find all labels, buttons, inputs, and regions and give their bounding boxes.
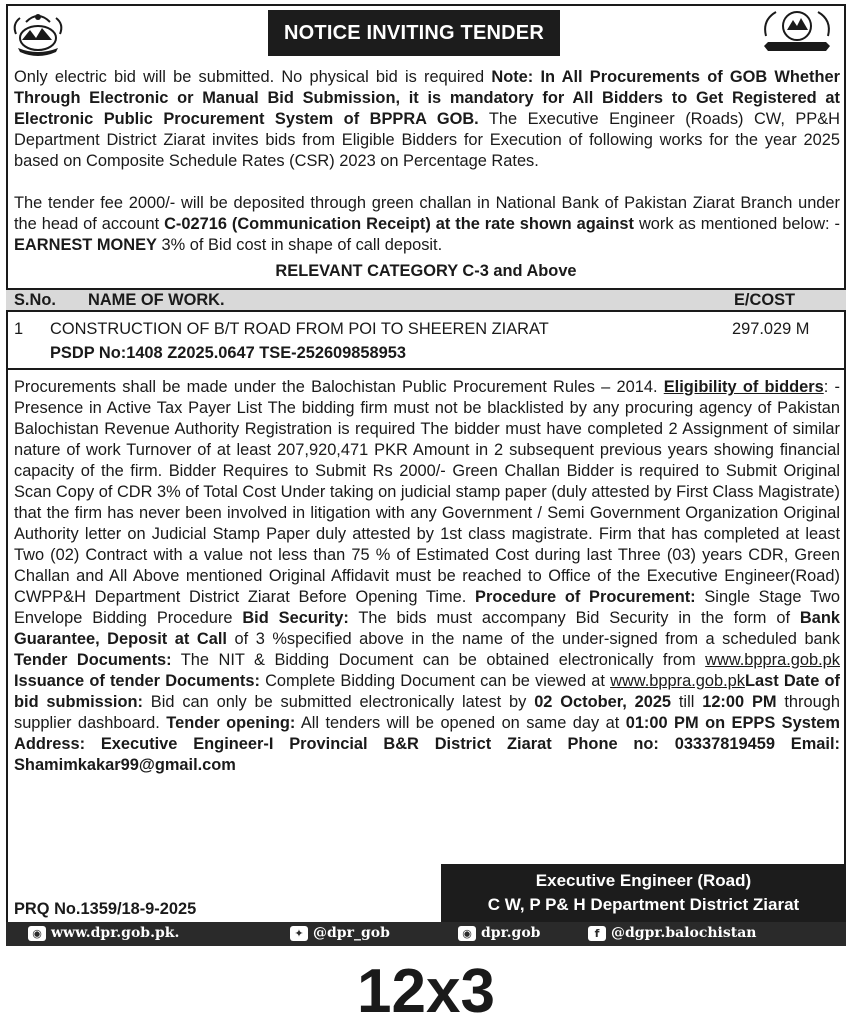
body-text: till	[671, 693, 703, 711]
row-psdp: PSDP No:1408 Z2025.0647 TSE-252609858953	[50, 344, 406, 362]
tender-opening-heading: Tender opening:	[166, 714, 296, 732]
facebook-handle: @dgpr.balochistan	[611, 925, 757, 941]
website-item[interactable]	[28, 925, 179, 941]
table-header	[6, 288, 846, 312]
row-work-name: CONSTRUCTION OF B/T ROAD FROM POI TO SHEEREN ZIARAT	[50, 320, 549, 338]
ad-size-label: 12x3	[357, 957, 495, 1026]
header-estimated-cost: E/COST	[734, 291, 796, 309]
body-text: through supplier dashboard.	[14, 693, 840, 732]
submission-time: 12:00 PM	[702, 693, 777, 711]
earnest-money-label: EARNEST MONEY	[14, 236, 157, 254]
notice-title: NOTICE INVITING TENDER	[268, 10, 560, 56]
body-text: All tenders will be opened on same day at	[295, 714, 626, 732]
tender-fee-paragraph	[14, 193, 840, 256]
body-text: Complete Bidding Document can be viewed at	[259, 672, 611, 690]
registration-note: Note: In All Procurements of GOB Whether Through Electronic or Manual Bid Submission, it is mandatory for All Bidders to Get Registered at Electronic Public Procurement System of BPPRA GOB.	[14, 68, 840, 128]
facebook-icon: f	[588, 926, 606, 941]
eligibility-heading: Eligibility of bidders	[663, 378, 824, 396]
body-text: The NIT & Bidding Document can be obtained electronically from	[171, 651, 706, 669]
header-name-of-work: NAME OF WORK.	[88, 291, 225, 309]
fee-text: work as mentioned below: -	[634, 215, 840, 233]
body-text: The bids must accompany Bid Security in the form of	[348, 609, 800, 627]
body-text: Procurements shall be made under the Balochistan Public Procurement Rules – 2014.	[14, 378, 664, 396]
bank-guarantee-text: Bank Guarantee, Deposit at Call	[14, 609, 840, 648]
instagram-item[interactable]	[458, 925, 540, 941]
signatory-title: Executive Engineer (Road)	[535, 871, 752, 890]
fee-text: The tender fee 2000/- will be deposited through green challan in National Bank of Pakistan Ziarat Branch under the head of account	[14, 194, 840, 233]
social-bar	[6, 922, 846, 946]
opening-address: 01:00 PM on EPPS System Address: Executive Engineer-I Provincial B&R District Ziarat	[14, 714, 840, 753]
prq-number: PRQ No.1359/18-9-2025	[14, 900, 197, 918]
body-text: Bid can only be submitted electronically latest by	[142, 693, 535, 711]
intro-paragraph	[14, 67, 840, 172]
bid-security-heading: Bid Security:	[242, 609, 349, 627]
signature-block	[441, 864, 846, 922]
account-head: C-02716 (Communication Receipt) at the rate shown against	[164, 215, 634, 233]
signatory-department: C W, P P& H Department District Ziarat	[487, 895, 800, 914]
body-text: of 3 %specified above in the name of the under-signed from a scheduled bank	[226, 630, 840, 648]
facebook-item[interactable]	[588, 925, 756, 941]
issuance-heading: Issuance of tender Documents:	[14, 672, 260, 690]
procurement-heading: Procedure of Procurement:	[475, 588, 696, 606]
bppra-link[interactable]: www.bppra.gob.pk	[610, 672, 745, 690]
twitter-item[interactable]	[290, 925, 390, 941]
balochistan-emblem-icon	[8, 8, 68, 58]
website-text: www.dpr.gob.pk.	[51, 925, 180, 941]
body-text: : - Presence in Active Tax Payer List The bidding firm must not be blacklisted by any procuring agency of Pakistan Balochistan Revenue Authority Registration is required The bidder must have completed 2 Assignment of similar nature of work Turnover of at least 207,920,471 PKR Amount in 2 subsequent previous years showing financial capacity of the firm. Bidder Requires to Submit Rs 2000/- Green Challan Bidder is required to Submit Original Scan Copy of CDR 3% of Total Cost Under taking on judicial stamp paper (duly attested by First Class Magistrate) that the firm has never been involved in litigation with any Government / Semi Government Organization Original Authority letter on Judicial Stamp Paper duly attested by 1st class magistrate. Firm that has completed at least Two (02) Contract with a value not less than 75 % of Estimated Cost during last Three (03) years CDR, Green Challan and All Above mentioned Original Affidavit must be reached to Office of the Executive Engineer(Road) CWPP&H Department District Ziarat Before Opening Time.	[14, 378, 840, 606]
body-text: Single Stage Two Envelope Bidding Procedure	[14, 588, 841, 627]
intro-text: Only electric bid will be submitted. No physical bid is required	[14, 68, 492, 86]
intro-text: The Executive Engineer (Roads) CW, PP&H Department District Ziarat invites bids from Eligible Bidders for Execution of following works for the year 2025 based on Composite Schedule Rates (CSR) 2023 on Percentage Rates.	[14, 110, 840, 170]
instagram-icon: ◉	[458, 926, 476, 941]
bppra-link[interactable]: www.bppra.gob.pk	[705, 651, 840, 669]
twitter-handle: @dpr_gob	[313, 925, 390, 941]
fee-text: 3% of Bid cost in shape of call deposit.	[156, 236, 443, 254]
twitter-icon: ✦	[290, 926, 308, 941]
row-sno: 1	[14, 320, 24, 338]
contact-details: Phone no: 03337819459 Email: Shamimkakar99@gmail.com	[14, 735, 840, 774]
tender-documents-heading: Tender Documents:	[14, 651, 172, 669]
conditions-paragraph	[14, 377, 840, 776]
row-cost: 297.029 M	[732, 320, 810, 338]
table-row	[6, 312, 846, 370]
relevant-category: RELEVANT CATEGORY C-3 and Above	[275, 262, 577, 280]
last-date-heading: Last Date of bid submission:	[14, 672, 840, 711]
department-seal-icon	[758, 6, 836, 58]
header-sno: S.No.	[14, 291, 56, 309]
instagram-handle: dpr.gob	[481, 925, 541, 941]
globe-icon: ◉	[28, 926, 46, 941]
submission-date: 02 October, 2025	[534, 693, 672, 711]
